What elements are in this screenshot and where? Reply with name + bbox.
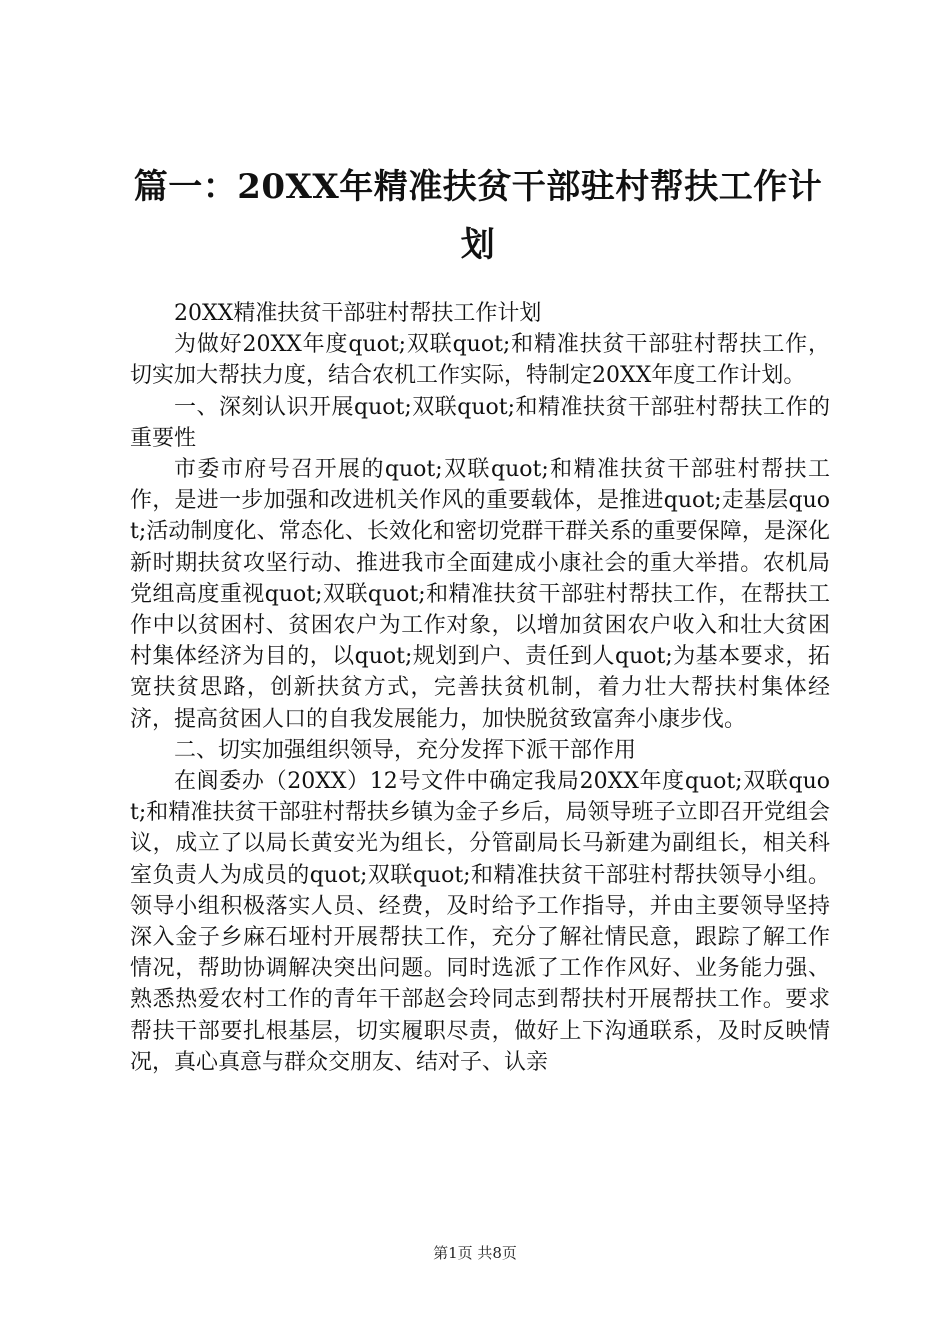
subtitle-paragraph: 20XX精准扶贫干部驻村帮扶工作计划 [174,301,542,326]
document-title: 篇一：20XX年精准扶贫干部驻村帮扶工作计划 [133,167,823,265]
section-2-paragraph: 在阆委办（20XX）12号文件中确定我局20XX年度quot;双联quot;和精准扶贫干部驻村帮扶乡镇为金子乡后，局领导班子立即召开党组会议，成立了以局长黄安光为组长，分管副局长马新建为副组长，相关科室负责人为成员的quot;双联quot;和精准扶贫干部驻村帮扶领导小组。领导小组积极落实人员、经费，及时给予工作指导，并由主要领导坚持深入金子乡麻石垭村开展帮扶工作，充分了解社情民意，跟踪了解工作情况，帮助协调解决突出问题。同时选派了工作作风好、业务能力强、熟悉热爱农村工作的青年干部赵会玲同志到帮扶村开展帮扶工作。要求帮扶干部要扎根基层，切实履职尽责，做好上下沟通联系，及时反映情况，真心真意与群众交朋友、结对子、认亲 [130,769,830,1075]
document-body [130,298,830,1078]
section-1-paragraph: 市委市府号召开展的quot;双联quot;和精准扶贫干部驻村帮扶工作，是进一步加强和改进机关作风的重要载体，是推进quot;走基层quot;活动制度化、常态化、长效化和密切党群干群关系的重要保障，是深化新时期扶贫攻坚行动、推进我市全面建成小康社会的重大举措。农机局党组高度重视quot;双联quot;和精准扶贫干部驻村帮扶工作，在帮扶工作中以贫困村、贫困农户为工作对象，以增加贫困农户收入和壮大贫困村集体经济为目的，以quot;规划到户、责任到人quot;为基本要求，拓宽扶贫思路，创新扶贫方式，完善扶贫机制，着力壮大帮扶村集体经济，提高贫困人口的自我发展能力，加快脱贫致富奔小康步伐。 [130,457,830,732]
section-heading-2: 二、切实加强组织领导，充分发挥下派干部作用 [174,737,637,763]
intro-paragraph: 为做好20XX年度quot;双联quot;和精准扶贫干部驻村帮扶工作，切实加大帮扶力度，结合农机工作实际，特制定20XX年度工作计划。 [130,332,830,389]
section-heading-1: 一、深刻认识开展quot;双联quot;和精准扶贫干部驻村帮扶工作的重要性 [130,394,830,451]
page-footer: 第1页 共8页 [433,1244,517,1262]
